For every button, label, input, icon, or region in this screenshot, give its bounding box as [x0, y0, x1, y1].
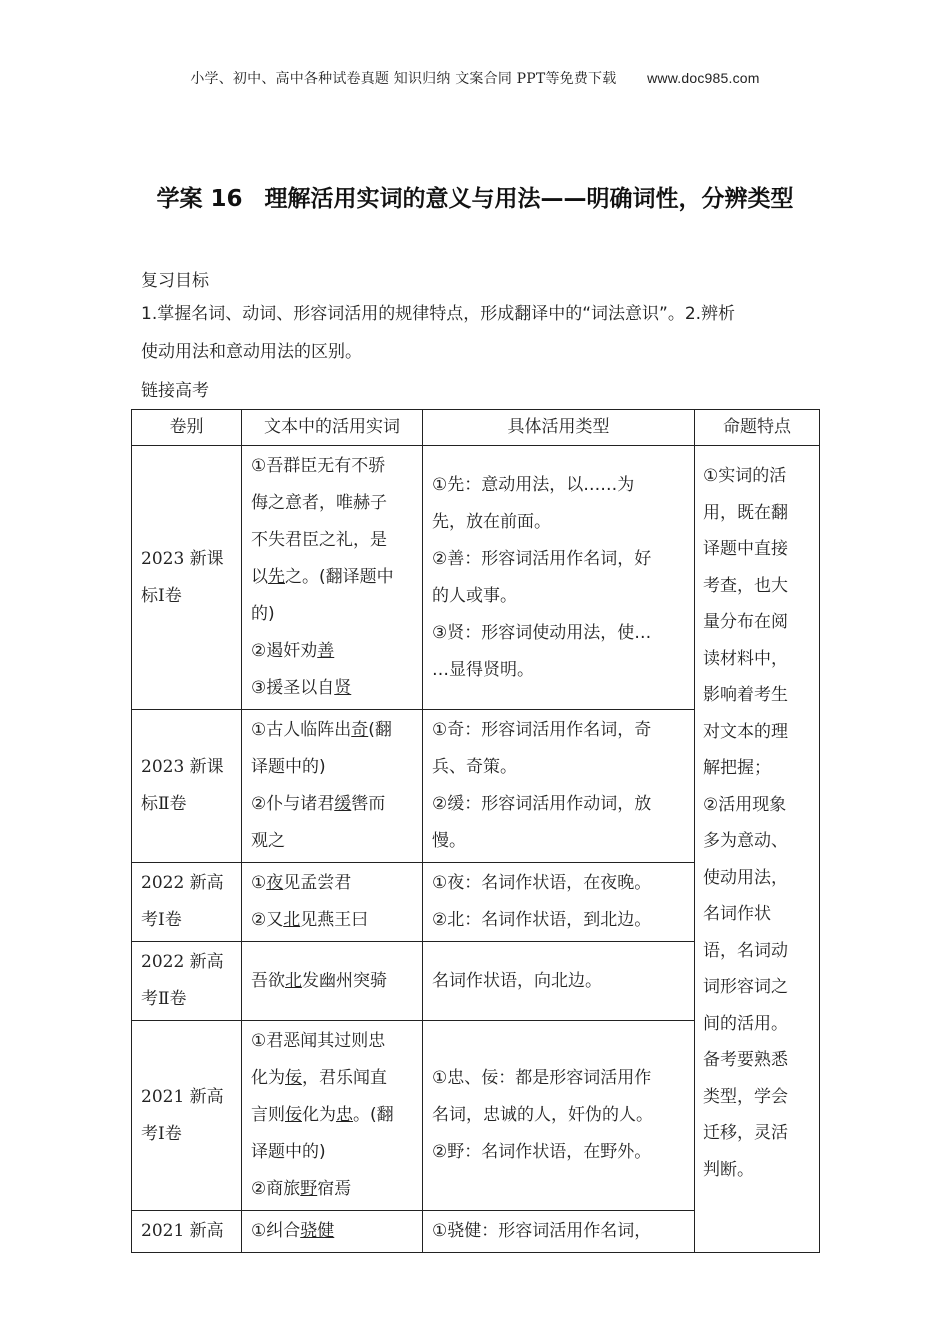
text-cell: ①君恶闻其过则忠 化为佞，君乐闻直 言则佞化为忠。(翻 译题中的) ②商旅野宿焉: [242, 1021, 423, 1211]
underlined-word: 奇: [351, 720, 369, 740]
underlined-word: 骁健: [300, 1221, 335, 1241]
underlined-word: 贤: [334, 678, 352, 698]
paper-cell: 2021 新高 考Ⅰ卷: [132, 1021, 242, 1211]
text-cell: 吾欲北发幽州突骑: [242, 942, 423, 1021]
paper-cell: 2023 新课 标Ⅰ卷: [132, 446, 242, 710]
header-feature: 命题特点: [695, 410, 820, 446]
review-goals: [141, 295, 817, 371]
underlined-word: 北: [283, 910, 301, 930]
underlined-word: 野: [300, 1179, 318, 1199]
type-cell: ①奇：形容词活用作名词，奇 兵、奇策。 ②缓：形容词活用作动词，放 慢。: [423, 710, 695, 863]
paper-cell: 2023 新课 标Ⅱ卷: [132, 710, 242, 863]
exam-table: [131, 409, 820, 1253]
text-cell: ①古人临阵出奇(翻 译题中的) ②仆与诸君缓辔而 观之: [242, 710, 423, 863]
title-prefix: 学案 16: [156, 186, 243, 212]
review-line-2: 使动用法和意动用法的区别。: [141, 342, 362, 362]
header-text: 文本中的活用实词: [242, 410, 423, 446]
paper-cell: 2022 新高 考Ⅰ卷: [132, 863, 242, 942]
underlined-word: 佞: [285, 1068, 302, 1088]
table-header-row: [132, 410, 820, 446]
paper-cell: 2022 新高 考Ⅱ卷: [132, 942, 242, 1021]
text-cell: ①纠合骁健: [242, 1211, 423, 1253]
underlined-word: 善: [317, 641, 335, 661]
type-cell: ①忠、佞：都是形容词活用作 名词，忠诚的人，奸伪的人。 ②野：名词作状语，在野外。: [423, 1021, 695, 1211]
paper-cell: 2021 新高: [132, 1211, 242, 1253]
underlined-word: 忠: [336, 1105, 353, 1125]
underlined-word: 先: [268, 567, 285, 587]
page-header: [0, 68, 950, 88]
table-row: [132, 446, 820, 710]
underlined-word: 夜: [266, 873, 284, 893]
underlined-word: 缓: [334, 794, 352, 814]
header-type: 具体活用类型: [423, 410, 695, 446]
header-paper: 卷别: [132, 410, 242, 446]
review-heading: 复习目标: [141, 271, 209, 291]
header-text: 小学、初中、高中各种试卷真题 知识归纳 文案合同 PPT等免费下载: [190, 71, 617, 87]
title-main: 理解活用实词的意义与用法——明确词性，分辨类型: [264, 186, 794, 212]
underlined-word: 北: [285, 970, 302, 991]
underlined-word: 佞: [285, 1105, 302, 1125]
text-cell: ①夜见孟尝君 ②又北见燕王曰: [242, 863, 423, 942]
review-line-1: 1.掌握名词、动词、形容词活用的规律特点，形成翻译中的“词法意识”。2.辨析: [141, 304, 736, 324]
type-cell: ①骁健：形容词活用作名词，: [423, 1211, 695, 1253]
type-cell: ①先：意动用法，以……为 先，放在前面。 ②善：形容词活用作名词，好 的人或事。 ③贤：形容词使动用法，使… …显得贤明。: [423, 446, 695, 710]
type-cell: ①夜：名词作状语，在夜晚。 ②北：名词作状语，到北边。: [423, 863, 695, 942]
text-cell: ①吾群臣无有不骄 侮之意者，唯赫子 不失君臣之礼，是 以先之。(翻译题中 的) ②遏奸劝善 ③援圣以自贤: [242, 446, 423, 710]
feature-cell: ①实词的活 用，既在翻 译题中直接 考查，也大 量分布在阅 读材料中， 影响着考生 对文本的理 解把握； ②活用现象 多为意动、 使动用法， 名词作状 语，名词动 词形容词之 间的活用。 备考要熟悉 类型，学会 迁移，灵活 判断。: [695, 446, 820, 1253]
type-cell: 名词作状语，向北边。: [423, 942, 695, 1021]
header-url[interactable]: www.doc985.com: [647, 70, 760, 86]
page-title: [0, 180, 950, 213]
link-heading: 链接高考: [141, 381, 209, 401]
